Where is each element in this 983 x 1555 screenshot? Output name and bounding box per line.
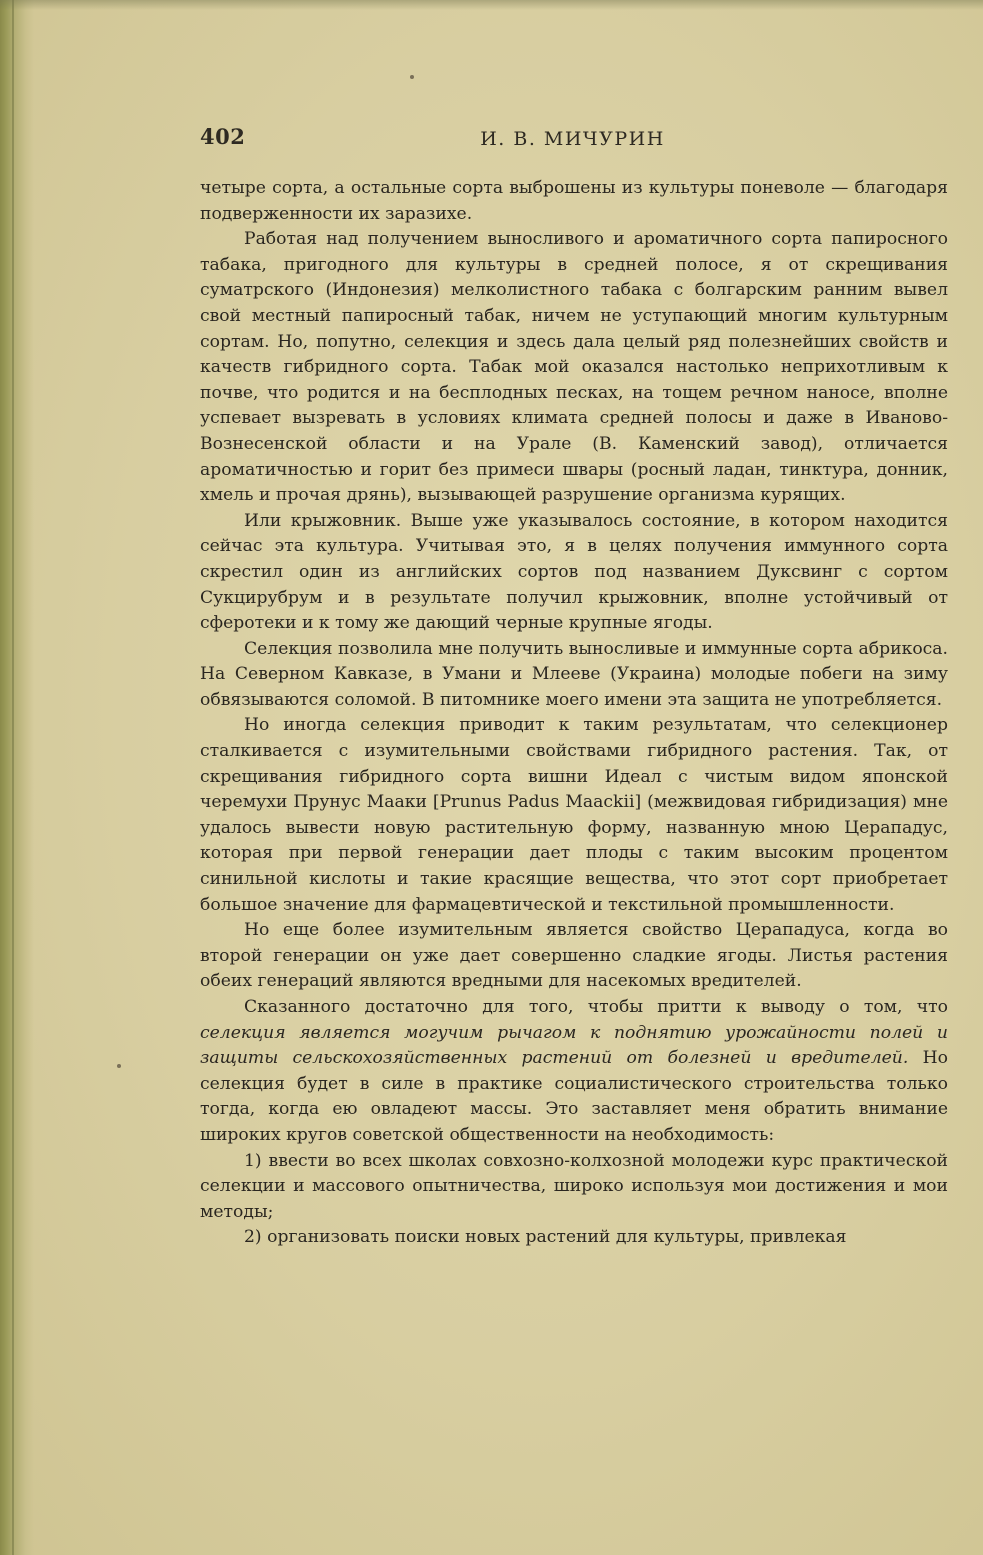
paper-speck bbox=[410, 75, 414, 79]
paragraph-2: Работая над получением выносливого и ароматичного сорта папиросного табака, пригодного для культуры в средней полосе, я от скрещивания суматрского (Индонезия) мелколистного табака с болгарским ранним вывел свой местный папиросный табак, ничем не уступающий многим культурным сортам. Но, попутно, селекция и здесь дала целый ряд полезнейших свойств и качеств гибридного сорта. Табак мой оказался настолько неприхотливым к почве, что родится и на бесплодных песках, на тощем речном наносе, вполне успевает вызревать в условиях климата средней полосы и даже в Иваново-Вознесенской области и на Урале (В. Каменский завод), отличается ароматичностью и горит без примеси швары (росный ладан, тинктура, донник, хмель и прочая дрянь), вызывающей разрушение организма курящих. bbox=[200, 229, 948, 506]
binding-line bbox=[12, 0, 14, 1555]
paragraph-3: Или крыжовник. Выше уже указывалось состояние, в котором находится сейчас эта культура. Учитывая это, я в целях получения иммунного сорта скрестил один из английских сортов под названием Дуксвинг с сортом Сукцирубрум и в результате получил крыжовник, вполне устойчивый от сферотеки и к тому же дающий черные крупные ягоды. bbox=[200, 510, 948, 634]
list-item-1: 1) ввести во всех школах совхозно-колхозной молодежи курс практической селекции и массового опытничества, широко используя мои достижения и мои методы; bbox=[200, 1150, 948, 1222]
page-number: 402 bbox=[200, 124, 246, 149]
paragraph-4: Селекция позволила мне получить выносливые и иммунные сорта абрикоса. На Северном Кавказе, в Умани и Млееве (Украина) молодые побеги на зиму обвязываются соломой. В питомнике моего имени эта защита не употребляется. bbox=[200, 638, 948, 710]
paragraph-7-end: Но селекция будет в силе в практике социалистического строительства только тогда, когда ею овладеют массы. Это заставляет меня обратить внимание широких кругов советской общественности на необходимость: bbox=[200, 1048, 948, 1145]
paragraph-6: Но еще более изумительным является свойство Церападуса, когда во второй генерации он уже дает совершенно сладкие ягоды. Листья растения обеих генераций являются вредными для насекомых вредителей. bbox=[200, 920, 948, 992]
list-item-2: 2) организовать поиски новых растений для культуры, привлекая bbox=[244, 1227, 847, 1248]
paragraph-1: четыре сорта, а остальные сорта выброшены из культуры поневоле — благодаря подверженности их заразихе. bbox=[200, 178, 948, 224]
body-text bbox=[200, 176, 948, 1251]
page-top-edge bbox=[0, 0, 983, 10]
paragraph-7 bbox=[200, 995, 948, 1149]
running-head: И. В. МИЧУРИН bbox=[480, 128, 665, 150]
page-header bbox=[200, 122, 945, 156]
paragraph-7-start: Сказанного достаточно для того, чтобы притти к выводу о том, что bbox=[244, 997, 948, 1017]
paragraph-5: Но иногда селекция приводит к таким результатам, что селекционер сталкивается с изумительными свойствами гибридного растения. Так, от скрещивания гибридного сорта вишни Идеал с чистым видом японской черемухи Прунус Мааки [Prunus Padus Maackii] (межвидовая гибридизация) мне удалось вывести новую растительную форму, названную мною Церападус, которая при первой генерации дает плоды с таким высоким процентом синильной кислоты и такие красящие вещества, что этот сорт приобретает большое значение для фармацевтической и текстильной промышленности. bbox=[200, 715, 948, 915]
paragraph-7-italic: селекция является могучим рычагом к поднятию урожайности полей и защиты сельскохозяйственных растений от болезней и вредителей. bbox=[200, 1022, 948, 1069]
page-binding-shadow bbox=[0, 0, 34, 1555]
paper-speck bbox=[117, 1064, 121, 1068]
